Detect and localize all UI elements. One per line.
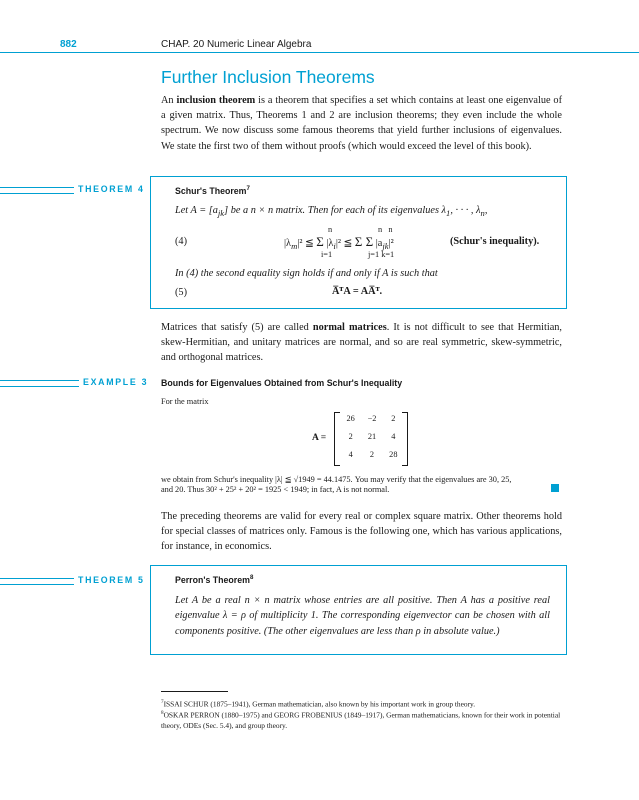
theorem4-statement-b: ] be a n × n matrix. Then for each of its eigenvalues λ xyxy=(224,205,447,216)
theorem4-box xyxy=(150,176,567,285)
running-head: CHAP. 20 Numeric Linear Algebra xyxy=(161,39,312,50)
footnote-8 xyxy=(161,708,562,731)
schur-inequality: $|\lambda_m|^2$ ≦ Σ $|\lambda_i|^2$ ≦ Σ Σ $|a_{jk}|^2$ xyxy=(284,234,394,252)
schur-inequality-label: (Schur's inequality). xyxy=(450,236,540,247)
matrix-cell: 26 xyxy=(346,414,355,423)
example3-label: EXAMPLE 3 xyxy=(79,377,148,387)
intro-term: inclusion theorem xyxy=(176,95,256,106)
matrix-label: A = xyxy=(312,433,327,443)
normal-matrices-paragraph xyxy=(161,320,562,366)
section-title: Further Inclusion Theorems xyxy=(161,67,375,87)
sum2-bottom: j=1 k=1 xyxy=(368,250,395,259)
footnote-mark: 7 xyxy=(161,699,164,705)
normal-term: normal matrices xyxy=(312,322,387,333)
intro-text-a: An xyxy=(161,95,177,106)
page-number: 882 xyxy=(60,39,77,50)
theorem4-statement: Let $A = [a_{jk}]$ be a n × n matrix. Then for each of its eigenvalues $\lambda_1$, · · · , $\lambda_n$, xyxy=(175,205,488,219)
matrix-cell: 28 xyxy=(389,450,398,459)
normal-text-b: . It is not difficult to see that Hermitian, skew-Hermitian, and unitary matrices are normal, and so are real symmetric, skew-symmetric, and orthogonal matrices. xyxy=(161,322,562,364)
theorem5-title-text: Perron's Theorem xyxy=(175,574,250,585)
theorem4-condition: In (4) the second equality sign holds if and only if A is such that xyxy=(175,268,438,279)
normal-text-a: Matrices that satisfy (5) are called xyxy=(161,322,313,333)
matrix xyxy=(340,414,404,468)
footnote-mark: 8 xyxy=(161,710,164,716)
theorem5-statement: Let A be a real n × n matrix whose entries are all positive. Then A has a positive real eigenvalue λ = ρ of multiplicity 1. The corresponding eigenvector can be chosen with all components positive. (The other eigenvalues are less than ρ in absolute value.) xyxy=(175,595,550,637)
eq-part2: |² ≦ xyxy=(297,238,317,249)
intro-paragraph xyxy=(161,93,562,154)
footnote-text: OSKAR PERRON (1880–1975) and GEORG FROBENIUS (1849–1917), German mathematicians, known for their work in potential theory, ODEs (Sec. 5.4), and group theory. xyxy=(161,710,561,730)
eq-part5: |a xyxy=(373,238,383,249)
header-rule xyxy=(0,52,639,53)
eq-part6: |² xyxy=(388,238,394,249)
matrix-row xyxy=(340,432,404,450)
matrix-cell: 4 xyxy=(348,450,353,459)
preceding-paragraph: The preceding theorems are valid for every real or complex square matrix. Other theorems hold for special classes of matrices only. Famous is the following one, which has various applications, for instance, in economics. xyxy=(161,511,562,553)
theorem5-box xyxy=(150,565,567,655)
matrix-cell: 4 xyxy=(391,432,396,441)
matrix-cell: 2 xyxy=(391,414,396,423)
matrix-cell: 21 xyxy=(367,432,377,441)
matrix-cell: 2 xyxy=(369,450,375,459)
footnote-text: ISSAI SCHUR (1875–1941), German mathematician, also known by his important work in group theory. xyxy=(163,699,476,709)
matrix-row xyxy=(340,414,404,432)
theorem4-title-text: Schur's Theorem xyxy=(175,185,247,196)
theorem4-statement-a: Let A = [a xyxy=(175,205,218,216)
footnote-ref-7: 7 xyxy=(246,185,250,192)
matrix-cell: −2 xyxy=(367,414,377,423)
eq-lhs: |λ xyxy=(284,238,292,249)
end-of-example-square xyxy=(551,484,559,492)
eq5-number: (5) xyxy=(175,287,188,298)
theorem4-box-lower xyxy=(150,282,567,309)
eq-part3: |λ xyxy=(323,238,334,249)
sum1-bottom: i=1 xyxy=(321,250,333,259)
matrix-cell: 2 xyxy=(348,432,353,441)
eq5: A̅ᵀA = AA̅ᵀ. xyxy=(332,286,383,297)
example3-intro: For the matrix xyxy=(161,397,209,406)
sum2-top: n n xyxy=(378,225,393,234)
example3-result-line2: and 20. Thus 30² + 25² + 20² = 1925 < 1949; in fact, A is not normal. xyxy=(161,485,390,494)
example3-title: Bounds for Eigenvalues Obtained from Schur's Inequality xyxy=(161,378,403,388)
theorem5-label: THEOREM 5 xyxy=(74,575,145,585)
theorem4-label: THEOREM 4 xyxy=(74,184,145,194)
eq4-number: (4) xyxy=(175,236,188,247)
matrix-row xyxy=(340,450,404,468)
footnote-ref-8: 8 xyxy=(249,574,254,581)
footnote-rule xyxy=(161,691,228,692)
intro-text-b: is a theorem that specifies a set which contains at least one eigenvalue of a given matrix. Thus, Theorems 1 and 2 are inclusion theorems; they even include the whole spectrum. We now discuss some famous theorems that yield further inclusions of eigenvalues. We state the first two of them without proofs (which would exceed the level of this book). xyxy=(161,95,562,152)
theorem5-title xyxy=(175,574,253,585)
theorem4-title xyxy=(175,185,250,196)
eq-part4: |² ≦ xyxy=(335,238,355,249)
example3-result-line1: we obtain from Schur's inequality |λ| ≦ √1949 = 44.1475. You may verify that the eigenvalues are 30, 25, xyxy=(161,475,512,484)
sum1-top: n xyxy=(328,225,333,234)
